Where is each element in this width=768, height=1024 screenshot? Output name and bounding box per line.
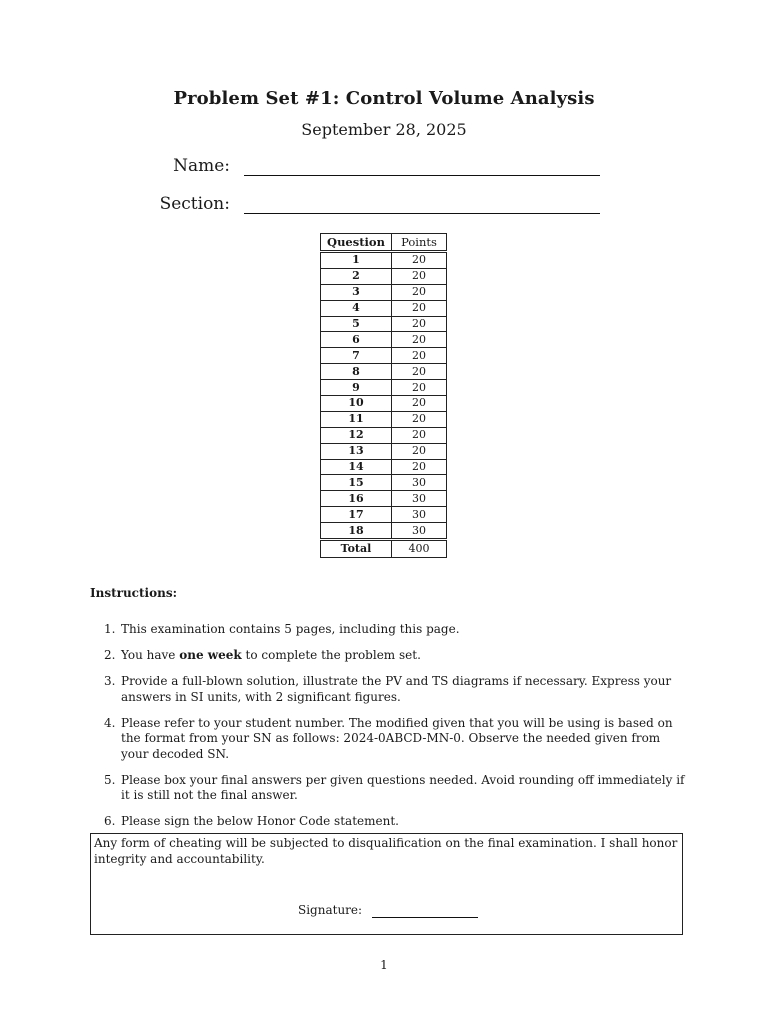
- table-row: [321, 443, 447, 459]
- page-title: Problem Set #1: Control Volume Analysis: [173, 88, 595, 109]
- question-points: 20: [392, 316, 447, 332]
- question-number: 7: [321, 348, 392, 364]
- question-points: 20: [392, 348, 447, 364]
- question-points: 20: [392, 443, 447, 459]
- question-number: 14: [321, 459, 392, 475]
- question-points: 20: [392, 380, 447, 396]
- section-blank-line[interactable]: [244, 213, 600, 214]
- question-points: 20: [392, 396, 447, 412]
- question-points: 20: [392, 268, 447, 284]
- table-row: [321, 332, 447, 348]
- list-item: [90, 622, 690, 638]
- item-text: Please sign the below Honor Code statement.: [121, 814, 399, 828]
- question-number: 15: [321, 475, 392, 491]
- honor-code-box: [90, 833, 683, 935]
- question-points: 30: [392, 475, 447, 491]
- points-table: [320, 233, 447, 558]
- item-text: Provide a full-blown solution, illustrate the PV and TS diagrams if necessary. Express your answers in SI units, with 2 significant figures.: [121, 674, 672, 704]
- item-number: 3.: [104, 674, 116, 688]
- item-text: This examination contains 5 pages, including this page.: [121, 622, 460, 636]
- item-text-post: to complete the problem set.: [241, 648, 421, 662]
- question-number: 9: [321, 380, 392, 396]
- name-field-row: [0, 156, 768, 180]
- list-item: [90, 716, 690, 763]
- table-row: [321, 523, 447, 540]
- question-points: 20: [392, 459, 447, 475]
- table-total-row: [321, 540, 447, 558]
- table-row: [321, 491, 447, 507]
- name-label: Name:: [173, 156, 230, 176]
- total-value: 400: [392, 540, 447, 558]
- question-column-header: Question: [321, 234, 392, 252]
- section-label: Section:: [159, 194, 230, 214]
- item-number: 6.: [104, 814, 116, 828]
- question-points: 20: [392, 332, 447, 348]
- signature-label: Signature:: [298, 903, 363, 917]
- question-points: 20: [392, 300, 447, 316]
- item-text-pre: You have: [121, 648, 180, 662]
- table-row: [321, 380, 447, 396]
- question-points: 20: [392, 364, 447, 380]
- item-text-bold: one week: [179, 648, 242, 662]
- table-row: [321, 348, 447, 364]
- question-number: 5: [321, 316, 392, 332]
- question-number: 12: [321, 427, 392, 443]
- table-row: [321, 475, 447, 491]
- item-number: 2.: [104, 648, 116, 662]
- points-table-header: [321, 234, 447, 252]
- points-column-header: Points: [392, 234, 447, 252]
- table-row: [321, 316, 447, 332]
- question-points: 20: [392, 252, 447, 269]
- question-points: 20: [392, 427, 447, 443]
- table-row: [321, 268, 447, 284]
- list-item: [90, 648, 690, 664]
- question-points: 20: [392, 284, 447, 300]
- question-points: 30: [392, 523, 447, 540]
- page-date: September 28, 2025: [301, 120, 467, 139]
- question-number: 18: [321, 523, 392, 540]
- table-row: [321, 427, 447, 443]
- signature-line[interactable]: [372, 917, 478, 918]
- item-number: 1.: [104, 622, 116, 636]
- table-row: [321, 300, 447, 316]
- question-points: 30: [392, 507, 447, 523]
- question-points: 30: [392, 491, 447, 507]
- question-number: 16: [321, 491, 392, 507]
- total-label: Total: [321, 540, 392, 558]
- table-row: [321, 252, 447, 269]
- table-row: [321, 507, 447, 523]
- question-number: 13: [321, 443, 392, 459]
- table-row: [321, 284, 447, 300]
- list-item: [90, 674, 690, 705]
- question-number: 8: [321, 364, 392, 380]
- table-row: [321, 411, 447, 427]
- table-row: [321, 364, 447, 380]
- item-number: 4.: [104, 715, 116, 730]
- question-number: 1: [321, 252, 392, 269]
- item-text: Please box your final answers per given questions needed. Avoid rounding off immediately if it is still not the final answer.: [121, 772, 685, 802]
- honor-code-statement: Any form of cheating will be subjected to disqualification on the final examination. I shall honor integrity and accountability.: [94, 836, 678, 866]
- question-number: 10: [321, 396, 392, 412]
- item-number: 5.: [104, 772, 116, 787]
- question-number: 3: [321, 284, 392, 300]
- question-number: 4: [321, 300, 392, 316]
- table-row: [321, 459, 447, 475]
- instructions-list: [90, 622, 690, 840]
- question-number: 17: [321, 507, 392, 523]
- name-blank-line[interactable]: [244, 175, 600, 176]
- item-text: Please refer to your student number. The modified given that you will be using is based on the format from your SN as follows: 2024-0ABCD-MN-0. Observe the needed given from your decoded SN.: [121, 715, 673, 761]
- question-number: 2: [321, 268, 392, 284]
- question-number: 6: [321, 332, 392, 348]
- instructions-heading: Instructions:: [90, 586, 178, 600]
- list-item: [90, 814, 690, 830]
- question-points: 20: [392, 411, 447, 427]
- section-field-row: [0, 194, 768, 218]
- list-item: [90, 773, 690, 804]
- page-number: 1: [380, 958, 388, 972]
- question-number: 11: [321, 411, 392, 427]
- table-row: [321, 396, 447, 412]
